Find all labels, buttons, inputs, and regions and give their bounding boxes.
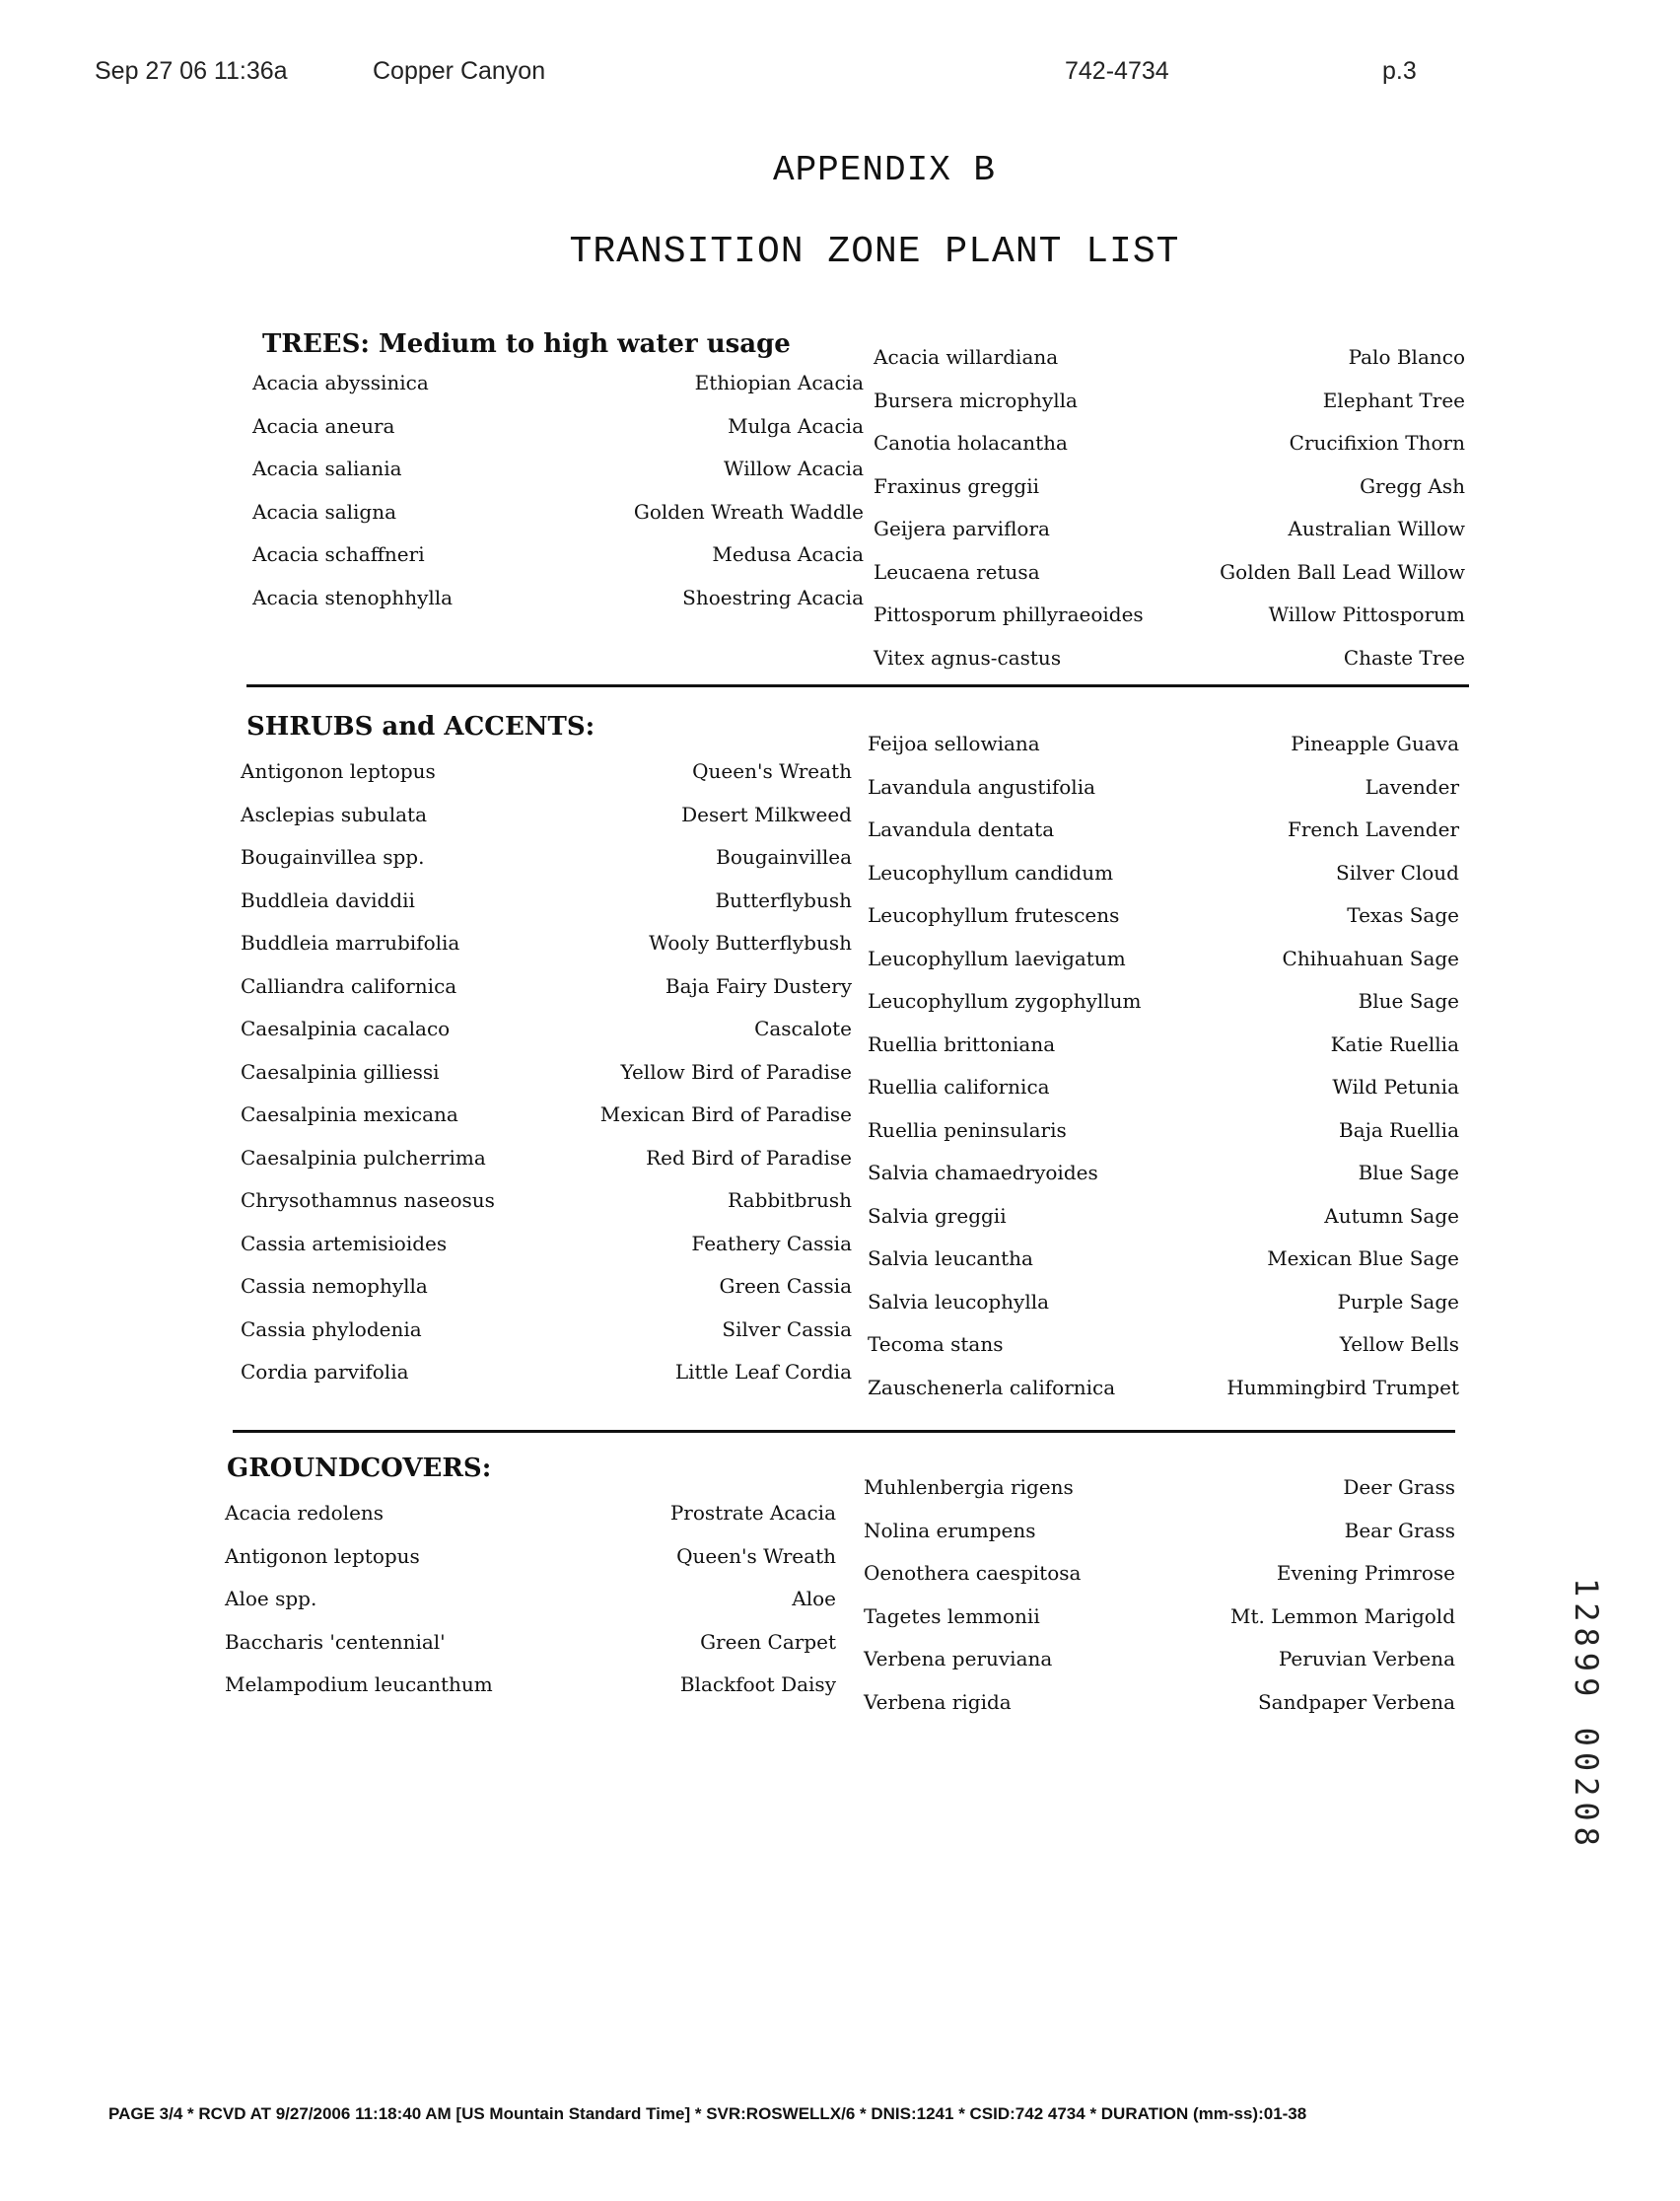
common-name: Palo Blanco	[1348, 345, 1465, 369]
list-item	[874, 550, 1465, 594]
list-item	[868, 765, 1459, 809]
list-item	[241, 793, 852, 836]
scientific-name: Acacia aneura	[252, 413, 395, 438]
common-name: Lavender	[1365, 774, 1459, 799]
scientific-name: Cassia phylodenia	[241, 1316, 422, 1341]
list-item	[868, 1280, 1459, 1323]
scientific-name: Muhlenbergia rigens	[864, 1475, 1074, 1499]
common-name: Mulga Acacia	[728, 413, 864, 438]
list-item	[241, 1007, 852, 1050]
common-name: Blue Sage	[1358, 1161, 1459, 1184]
common-name: Elephant Tree	[1322, 388, 1465, 412]
scientific-name: Zauschenerla californica	[868, 1375, 1116, 1399]
common-name: Butterflybush	[715, 888, 852, 912]
list-item	[241, 1093, 852, 1136]
scientific-name: Nolina erumpens	[864, 1518, 1036, 1542]
scientific-name: Aloe spp.	[225, 1587, 317, 1610]
list-item	[241, 1308, 852, 1351]
list-item	[241, 921, 852, 964]
list-item	[225, 1620, 836, 1664]
common-name: Queen's Wreath	[676, 1543, 836, 1568]
list-item	[868, 851, 1459, 894]
list-item	[874, 335, 1465, 379]
scientific-name: Lavandula angustifolia	[868, 774, 1096, 799]
scientific-name: Verbena rigida	[864, 1689, 1012, 1714]
scientific-name: Feijoa sellowiana	[868, 732, 1040, 755]
shrubs-left-column	[241, 749, 852, 1393]
list-item	[868, 1023, 1459, 1066]
scientific-name: Salvia greggii	[868, 1203, 1007, 1228]
side-bates-stamp: 12899 00208	[1568, 1578, 1605, 1852]
scientific-name: Leucophyllum laevigatum	[868, 946, 1126, 970]
common-name: Medusa Acacia	[712, 542, 864, 566]
common-name: Peruvian Verbena	[1278, 1647, 1455, 1670]
common-name: Silver Cloud	[1336, 860, 1459, 885]
section-divider	[246, 684, 1469, 687]
list-item	[868, 1151, 1459, 1194]
common-name: Queen's Wreath	[692, 759, 852, 783]
common-name: Green Cassia	[719, 1274, 852, 1298]
common-name: Gregg Ash	[1360, 473, 1465, 498]
common-name: Hummingbird Trumpet	[1226, 1375, 1459, 1399]
common-name: Aloe	[792, 1587, 836, 1610]
scientific-name: Calliandra californica	[241, 973, 457, 998]
common-name: Blue Sage	[1358, 989, 1459, 1013]
common-name: Autumn Sage	[1324, 1203, 1459, 1228]
list-item	[864, 1509, 1455, 1552]
scientific-name: Leucophyllum zygophyllum	[868, 989, 1142, 1013]
common-name: Chihuahuan Sage	[1282, 946, 1459, 970]
section-divider	[233, 1430, 1455, 1433]
scientific-name: Salvia chamaedryoides	[868, 1161, 1098, 1184]
scientific-name: Verbena peruviana	[864, 1647, 1053, 1670]
trees-right-column	[874, 335, 1465, 678]
list-item	[241, 1050, 852, 1094]
common-name: Sandpaper Verbena	[1257, 1689, 1455, 1714]
scientific-name: Ruellia californica	[868, 1075, 1050, 1099]
scientific-name: Caesalpinia pulcherrima	[241, 1145, 486, 1170]
common-name: Wooly Butterflybush	[649, 931, 852, 955]
common-name: Bear Grass	[1344, 1518, 1455, 1542]
scientific-name: Tagetes lemmonii	[864, 1603, 1040, 1628]
list-item	[868, 722, 1459, 765]
list-item	[868, 1322, 1459, 1366]
scientific-name: Antigonon leptopus	[241, 759, 436, 783]
list-item	[868, 1108, 1459, 1152]
common-name: Australian Willow	[1288, 517, 1465, 540]
scientific-name: Leucophyllum candidum	[868, 860, 1114, 885]
list-item	[241, 749, 852, 793]
scientific-name: Acacia willardiana	[874, 345, 1059, 369]
scientific-name: Chrysothamnus naseosus	[241, 1188, 495, 1212]
scientific-name: Ruellia brittoniana	[868, 1031, 1056, 1056]
appendix-label: APPENDIX B	[772, 150, 997, 190]
fax-header	[95, 57, 1455, 97]
scientific-name: Buddleia marrubifolia	[241, 931, 460, 955]
scientific-name: Cassia nemophylla	[241, 1274, 428, 1298]
list-item	[252, 361, 864, 404]
common-name: French Lavender	[1287, 817, 1459, 841]
list-item	[225, 1577, 836, 1620]
scientific-name: Acacia saliania	[252, 457, 402, 480]
common-name: Feathery Cassia	[691, 1231, 852, 1255]
list-item	[868, 1366, 1459, 1409]
common-name: Baja Fairy Dustery	[665, 973, 852, 998]
common-name: Shoestring Acacia	[682, 585, 864, 609]
list-item	[868, 893, 1459, 937]
list-item	[241, 1178, 852, 1222]
list-item	[868, 1194, 1459, 1238]
common-name: Desert Milkweed	[681, 802, 852, 826]
scientific-name: Acacia abyssinica	[252, 371, 429, 394]
list-item	[241, 1222, 852, 1265]
list-item	[864, 1595, 1455, 1638]
common-name: Rabbitbrush	[728, 1188, 852, 1212]
list-item	[225, 1663, 836, 1706]
scientific-name: Melampodium leucanthum	[225, 1672, 493, 1696]
fax-datetime: Sep 27 06 11:36a	[95, 57, 288, 85]
common-name: Yellow Bird of Paradise	[620, 1059, 852, 1084]
list-item	[864, 1551, 1455, 1595]
list-item	[252, 447, 864, 490]
common-name: Golden Ball Lead Willow	[1220, 559, 1465, 584]
common-name: Mt. Lemmon Marigold	[1230, 1603, 1455, 1628]
scientific-name: Acacia redolens	[225, 1501, 385, 1525]
section-heading: TREES: Medium to high water usage	[262, 329, 791, 359]
groundcovers-left-column	[225, 1491, 836, 1706]
list-item	[252, 404, 864, 448]
list-item	[868, 1065, 1459, 1108]
scientific-name: Fraxinus greggii	[874, 473, 1040, 498]
scientific-name: Asclepias subulata	[241, 802, 427, 826]
list-item	[241, 1264, 852, 1308]
list-item	[864, 1637, 1455, 1680]
scientific-name: Leucaena retusa	[874, 559, 1040, 584]
list-item	[874, 464, 1465, 508]
list-item	[874, 593, 1465, 636]
list-item	[874, 507, 1465, 550]
list-item	[241, 1350, 852, 1393]
scientific-name: Cordia parvifolia	[241, 1360, 409, 1384]
common-name: Willow Pittosporum	[1268, 603, 1465, 626]
common-name: Evening Primrose	[1276, 1561, 1455, 1585]
scientific-name: Tecoma stans	[868, 1332, 1004, 1356]
list-item	[252, 576, 864, 619]
shrubs-right-column	[868, 722, 1459, 1408]
list-item	[874, 421, 1465, 464]
list-item	[225, 1534, 836, 1578]
scientific-name: Antigonon leptopus	[225, 1543, 420, 1568]
list-item	[874, 636, 1465, 679]
common-name: Pineapple Guava	[1291, 732, 1459, 755]
common-name: Katie Ruellia	[1330, 1031, 1459, 1056]
scientific-name: Acacia stenophhylla	[252, 585, 454, 609]
scientific-name: Caesalpinia gilliessi	[241, 1059, 440, 1084]
fax-page-number: p.3	[1382, 57, 1417, 85]
list-item	[241, 1136, 852, 1179]
scientific-name: Lavandula dentata	[868, 817, 1055, 841]
fax-sender: Copper Canyon	[373, 57, 546, 85]
list-item	[864, 1680, 1455, 1724]
common-name: Blackfoot Daisy	[679, 1672, 836, 1696]
list-item	[868, 937, 1459, 980]
common-name: Ethiopian Acacia	[694, 371, 864, 394]
fax-receipt-footer: PAGE 3/4 * RCVD AT 9/27/2006 11:18:40 AM [US Mountain Standard Time] * SVR:ROSWELLX/6 * DNIS:1241 * CSID:742 4734 * DURATION (mm-ss):01-38	[108, 2104, 1307, 2123]
section-heading: GROUNDCOVERS:	[227, 1454, 492, 1483]
common-name: Chaste Tree	[1343, 645, 1465, 670]
common-name: Mexican Blue Sage	[1267, 1246, 1459, 1270]
list-item	[868, 808, 1459, 851]
common-name: Crucifixion Thorn	[1289, 431, 1465, 455]
scientific-name: Leucophyllum frutescens	[868, 903, 1120, 927]
list-item	[252, 532, 864, 576]
scientific-name: Acacia saligna	[252, 499, 397, 524]
common-name: Red Bird of Paradise	[646, 1145, 852, 1170]
common-name: Baja Ruellia	[1339, 1117, 1459, 1142]
list-item	[864, 1465, 1455, 1509]
common-name: Yellow Bells	[1339, 1332, 1459, 1356]
scientific-name: Caesalpinia cacalaco	[241, 1017, 451, 1040]
scientific-name: Canotia holacantha	[874, 431, 1068, 455]
section-heading: SHRUBS and ACCENTS:	[246, 712, 595, 742]
scientific-name: Buddleia daviddii	[241, 888, 415, 912]
scientific-name: Bursera microphylla	[874, 388, 1078, 412]
scientific-name: Oenothera caespitosa	[864, 1561, 1082, 1585]
list-item	[241, 964, 852, 1008]
scientific-name: Vitex agnus-castus	[874, 645, 1062, 670]
common-name: Mexican Bird of Paradise	[599, 1102, 852, 1126]
scientific-name: Baccharis 'centennial'	[225, 1629, 446, 1654]
common-name: Purple Sage	[1337, 1289, 1459, 1314]
list-item	[225, 1491, 836, 1534]
common-name: Wild Petunia	[1332, 1075, 1459, 1099]
common-name: Golden Wreath Waddle	[633, 499, 864, 524]
common-name: Willow Acacia	[723, 457, 864, 480]
scientific-name: Salvia leucophylla	[868, 1289, 1050, 1314]
list-item	[252, 490, 864, 533]
list-item	[241, 879, 852, 922]
common-name: Little Leaf Cordia	[674, 1360, 852, 1384]
scientific-name: Salvia leucantha	[868, 1246, 1033, 1270]
common-name: Deer Grass	[1343, 1475, 1455, 1499]
groundcovers-right-column	[864, 1465, 1455, 1723]
list-item	[868, 1237, 1459, 1280]
list-item	[874, 379, 1465, 422]
scientific-name: Pittosporum phillyraeoides	[874, 603, 1144, 626]
scientific-name: Caesalpinia mexicana	[241, 1102, 458, 1126]
common-name: Silver Cassia	[722, 1316, 852, 1341]
list-item	[868, 979, 1459, 1023]
scientific-name: Bougainvillea spp.	[241, 845, 425, 869]
common-name: Texas Sage	[1347, 903, 1459, 927]
page-title: TRANSITION ZONE PLANT LIST	[569, 231, 1180, 273]
trees-left-column	[252, 361, 864, 618]
fax-phone: 742-4734	[1065, 57, 1169, 85]
scientific-name: Geijera parviflora	[874, 517, 1050, 540]
common-name: Prostrate Acacia	[669, 1501, 836, 1525]
common-name: Cascalote	[754, 1017, 852, 1040]
scientific-name: Ruellia peninsularis	[868, 1117, 1067, 1142]
common-name: Green Carpet	[700, 1629, 836, 1654]
list-item	[241, 835, 852, 879]
scientific-name: Cassia artemisioides	[241, 1231, 448, 1255]
common-name: Bougainvillea	[716, 845, 852, 869]
scientific-name: Acacia schaffneri	[252, 542, 425, 566]
